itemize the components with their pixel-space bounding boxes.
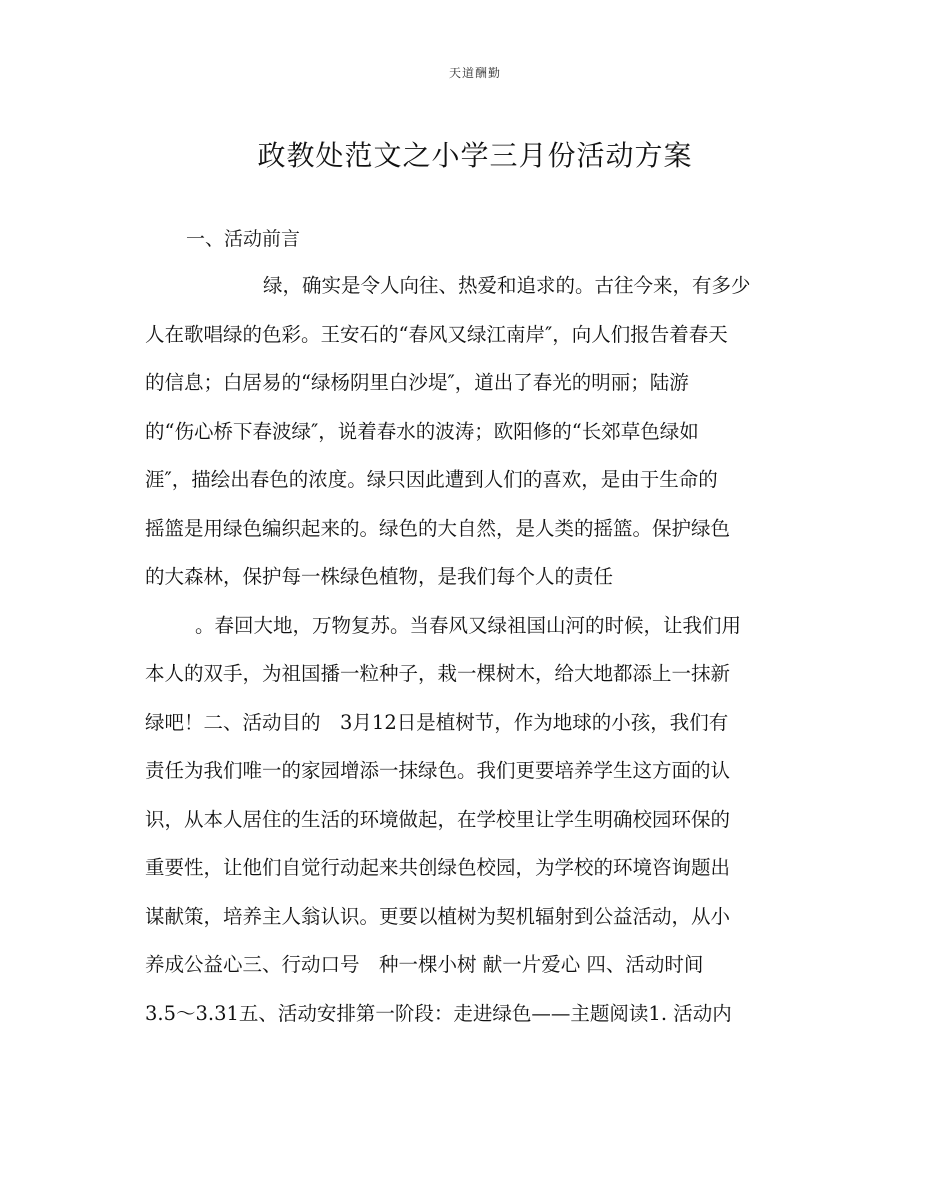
text-line: 养成公益心三、行动口号 种一棵小树 献一片爱心 四、活动时间 [145, 953, 704, 976]
document-title: 政教处范文之小学三月份活动方案 [257, 139, 693, 172]
text-line: 。春回大地，万物复苏。当春风又绿祖国山河的时候，让我们用 [195, 613, 742, 637]
text-line: 绿，确实是令人向往、热爱和追求的。古往今来，有多少 [263, 274, 751, 297]
section-heading: 一、活动前言 [186, 228, 301, 250]
text-line: 的“伤心桥下春波绿″，说着春水的波涛；欧阳修的“长郊草色绿如 [145, 419, 699, 443]
page-header: 天道酬勤 [448, 66, 501, 80]
text-line: 3.5～3.31五、活动安排第一阶段：走进绿色——主题阅读1. 活动内 [145, 1001, 732, 1025]
text-line: 人在歌唱绿的色彩。王安石的“春风又绿江南岸″，向人们报告着春天 [145, 322, 728, 346]
text-line: 本人的双手，为祖国播一粒种子，栽一棵树木，给大地都添上一抹新 [145, 662, 731, 685]
text-line: 重要性，让他们自觉行动起来共创绿色校园，为学校的环境咨询题出 [145, 856, 731, 879]
body-text [145, 268, 815, 1044]
text-line: 识，从本人居住的生活的环境做起，在学校里让学生明确校园环保的 [145, 807, 731, 831]
text-line: 谋献策，培养主人翁认识。更要以植树为契机辐射到公益活动，从小 [145, 904, 731, 928]
text-line: 的信息；白居易的“绿杨阴里白沙堤″，道出了春光的明丽；陆游 [145, 371, 689, 394]
text-line: 绿吧！二、活动目的 3月12日是植树节，作为地球的小孩，我们有 [145, 710, 729, 734]
text-line: 的大森林，保护每一株绿色植物，是我们每个人的责任 [145, 565, 614, 588]
text-line: 涯″，描绘出春色的浓度。绿只因此遭到人们的喜欢，是由于生命的 [145, 468, 718, 491]
text-line: 责任为我们唯一的家园增添一抹绿色。我们更要培养学生这方面的认 [145, 759, 731, 782]
text-line: 摇篮是用绿色编织起来的。绿色的大自然，是人类的摇篮。保护绿色 [145, 516, 731, 540]
